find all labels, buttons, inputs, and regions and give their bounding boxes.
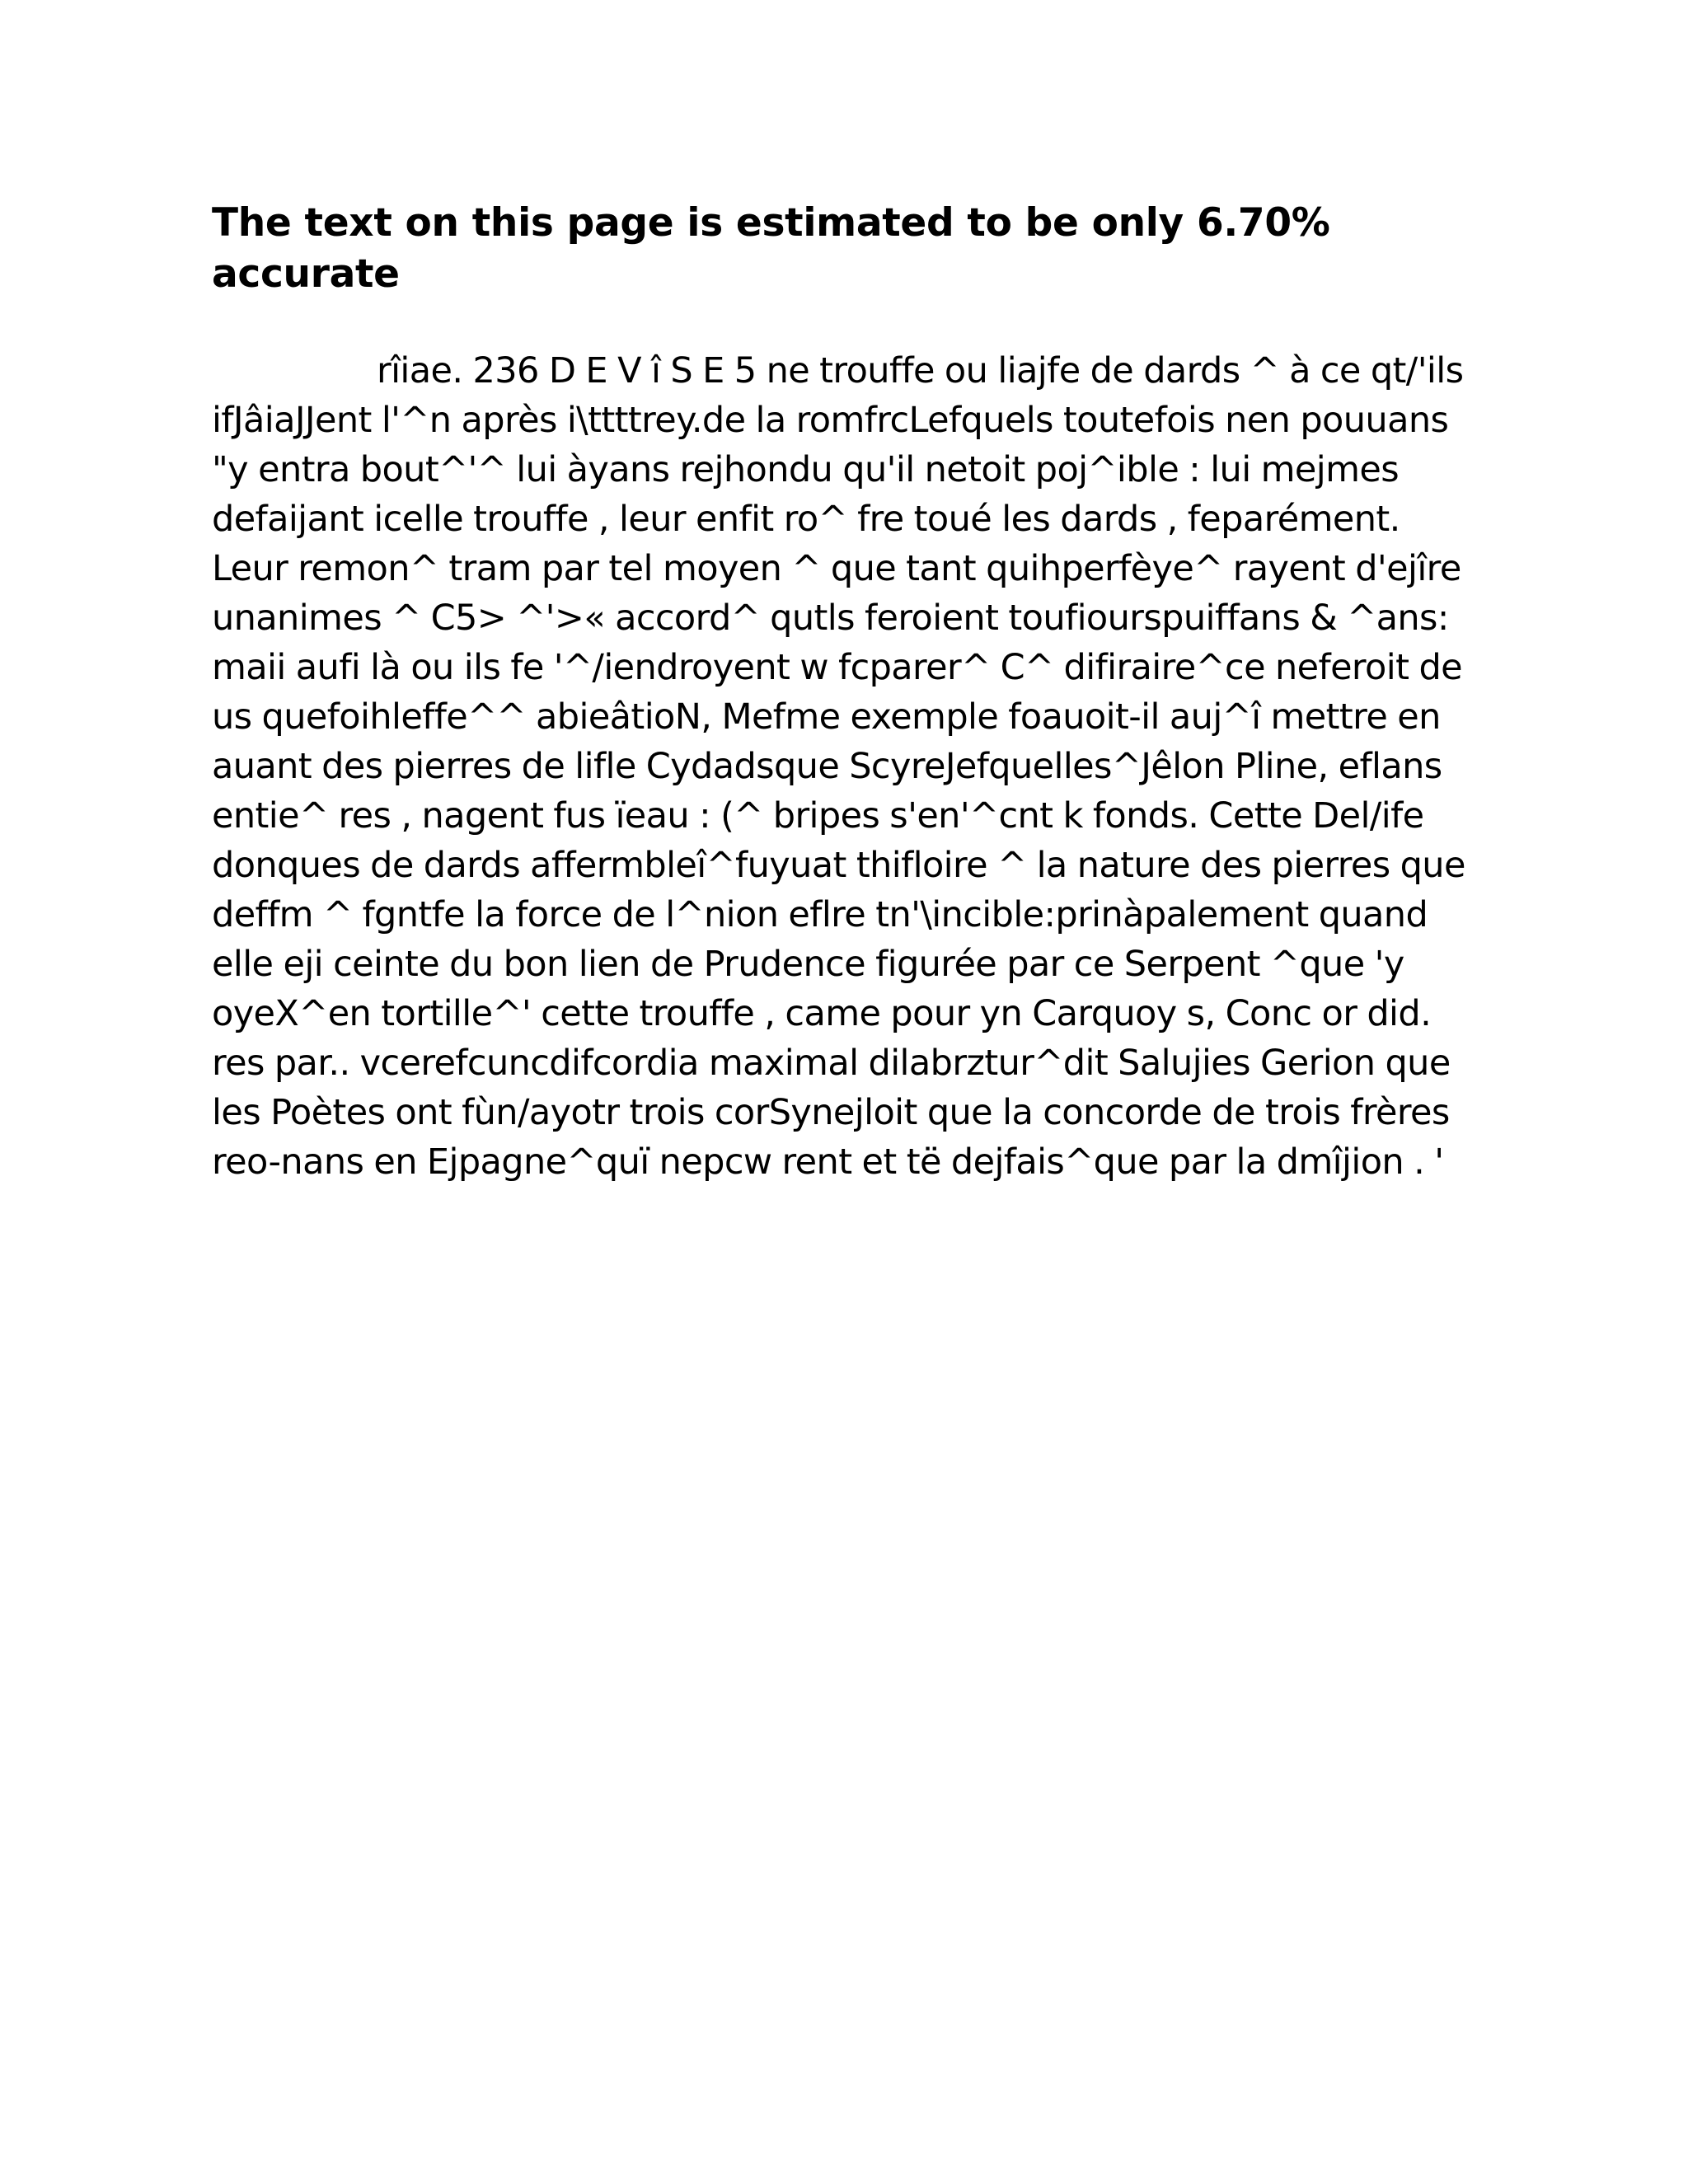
ocr-body-text: rîiae. 236 D E V î S E 5 ne trouffe ou liajfe de dards ^ à ce qt/'ils ifJâiaJJent l'^n après i\ttttrey.de la romfrcLefquels toutefois nen pouuans "y entra bout^'^ lui àyans rejhondu qu'il netoit poj^ible : lui mejmes defaijant icelle trouffe , leur enfit ro^ fre toué les dards , feparément. Leur remon^ tram par tel moyen ^ que tant quihperfèye^ rayent d'ejîre unanimes ^ C5> ^'>« accord^ qutls feroient toufiourspuiffans & ^ans: maii aufi là ou ils fe '^/iendroyent w fcparer^ C^ difiraire^ce neferoit de us quefoihleffe^^ abieâtioN, Mefme exemple foauoit-il auj^î mettre en auant des pierres de lifle Cydadsque ScyreJefquelles^Jêlon Pline, eflans entie^ res , nagent fus ïeau : (^ bripes s'en'^cnt k fonds. Cette Del/ife donques de dards affermbleî^fuyuat thifloire ^ la nature des pierres que deffm ^ fgntfe la force de l^nion eflre tn'\incible:prinàpalement quand elle eji ceinte du bon lien de Prudence figurée par ce Serpent ^que 'y oyeX^en tortille^' cette trouffe , came pour yn Carquoy s, Conc or did. res par.. vcerefcuncdifcordia maximal dilabrztur^dit Salujies Gerion que les Poètes ont fùn/ayotr trois corSynejloit que la concorde de trois frères reo-nans en Ejpagne^quï nepcw rent et të dejfais^que par la dmîjion . ' xyxy=(212,350,1465,1183)
accuracy-heading: The text on this page is estimated to be only 6.70% accurate xyxy=(212,200,1330,297)
document-page xyxy=(212,198,1481,1187)
